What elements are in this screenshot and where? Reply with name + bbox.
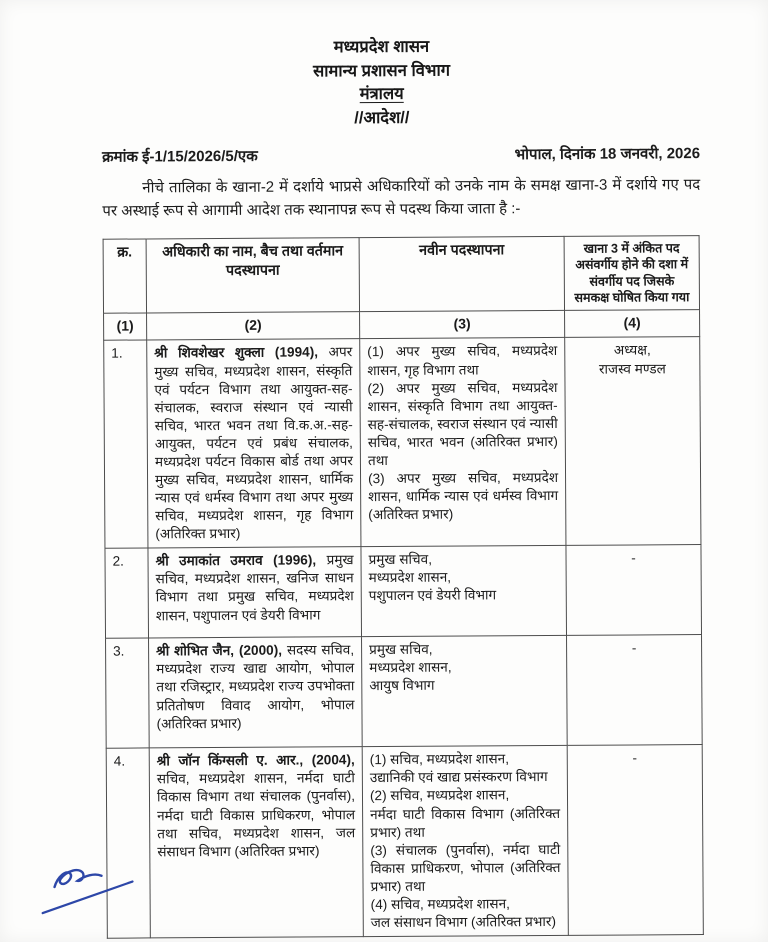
officer-current-posting: सचिव, मध्यप्रदेश शासन, नर्मदा घाटी विकास विभाग तथा संचालक (पुनर्वास), नर्मदा घाटी विकास प्राधिकरण, भोपाल तथा सचिव, मध्यप्रदेश शासन, जल संसाधन विभाग (अतिरिक्त प्रभार) [156,770,356,860]
posting-item: प्रमुख सचिव, [368,552,433,568]
equivalent-post-cell [567,745,703,936]
col-number-3: (3) [360,311,565,339]
posting-item: (1) अपर मुख्य सचिव, मध्यप्रदेश शासन, गृह विभाग तथा [367,343,558,378]
reference-number: क्रमांक ई-1/15/2026/5/एक [102,147,258,166]
serial-cell: 3. [106,638,150,748]
posting-item: पशुपालन एवं डेयरी विभाग [368,587,497,604]
posting-item: जल संसाधन विभाग (अतिरिक्त प्रभार) [370,913,557,931]
posting-item: (2) अपर मुख्य सचिव, मध्यप्रदेश शासन, संस्कृति विभाग तथा आयुक्त-सह-संचालक, स्वराज संस्थान एवं न्यासी सचिव, भारत भवन (अतिरिक्त प्रभार) तथा [367,379,558,469]
place-and-date: भोपाल, दिनांक 18 जनवरी, 2026 [514,145,701,164]
document-header [0,0,766,132]
new-posting-cell [362,636,568,747]
serial-cell: 4. [106,748,150,938]
col-header-serial: क्र. [103,239,146,314]
officer-current-posting: प्रमुख सचिव, मध्यप्रदेश शासन, खनिज साधन विभाग तथा प्रमुख सचिव, मध्यप्रदेश शासन, पशुपालन एवं डेयरी विभाग [155,552,354,623]
col-header-officer: अधिकारी का नाम, बैच तथा वर्तमान पदस्थापना [146,238,359,314]
equivalent-post-line: राजस्व मण्डल [598,360,666,377]
col-header-new-posting: नवीन पदस्थापना [359,236,564,312]
order-heading: //आदेश// [354,108,410,127]
equivalent-post-line: अध्यक्ष, [613,342,651,359]
posting-item: (1) सचिव, मध्यप्रदेश शासन, [369,751,510,768]
serial-cell: 2. [105,548,149,638]
new-posting-cell [360,338,566,547]
posting-item: (4) सचिव, मध्यप्रदेश शासन, [370,896,510,913]
posting-item: नर्मदा घाटी विकास विभाग (अतिरिक्त प्रभार) तथा [370,805,561,840]
officer-name: श्री शिवशेखर शुक्ला (1994), [154,344,319,361]
column-number-row [104,310,700,341]
department-name: सामान्य प्रशासन विभाग [312,61,451,80]
posting-item: आयुष विभाग [369,678,435,694]
officer-name: श्री उमाकांत उमराव (1996), [155,552,317,569]
posting-item: (2) सचिव, मध्यप्रदेश शासन, [369,787,510,804]
posting-item: मध्यप्रदेश शासन, [369,659,452,676]
officer-row-1 [104,337,701,548]
officer-current-posting: अपर मुख्य सचिव, मध्यप्रदेश शासन, संस्कृति एवं पर्यटन विभाग तथा आयुक्त-सह-संचालक, स्वराज संस्थान एवं न्यासी सचिव, भारत भवन तथा वि.क.अ.-सह-आयुक्त, पर्यटन एवं प्रबंध संचालक, मध्यप्रदेश पर्यटन विकास बोर्ड तथा अपर मुख्य सचिव, मध्यप्रदेश शासन, धार्मिक न्यास एवं धर्मस्व विभाग तथा अपर मुख्य सचिव, मध्यप्रदेश शासन, गृह विभाग (अतिरिक्त प्रभार) [154,344,354,542]
reference-row [102,143,700,167]
officer-row-2 [105,545,702,639]
posting-item: मध्यप्रदेश शासन, [368,569,452,586]
officer-name: श्री शोभित जैन, (2000), [156,642,283,659]
col-number-2: (2) [147,312,360,340]
equivalent-post-line: - [631,550,636,566]
officer-row-4 [106,745,703,938]
serial-cell: 1. [104,340,148,548]
table-header-row [103,236,699,314]
government-name: मध्यप्रदेश शासन [333,37,430,57]
posting-item: (3) संचालक (पुनर्वास), नर्मदा घाटी विकास प्राधिकरण, भोपाल (अतिरिक्त प्रभार) तथा [370,841,561,894]
officer-name: श्री जॉन किंग्सली ए. आर., (2004), [156,752,355,769]
new-posting-cell [361,546,567,637]
equivalent-post-cell [567,635,703,746]
officer-cell [147,339,361,548]
officer-cell [149,747,363,938]
posting-item: उद्यानिकी एवं खाद्य प्रसंस्करण विभाग [369,769,548,786]
equivalent-post-cell [566,545,702,636]
posting-item: प्रमुख सचिव, [369,642,433,658]
officer-row-3 [106,635,703,749]
equivalent-post-line: - [631,640,637,656]
officer-current-posting: सदस्य सचिव, मध्यप्रदेश राज्य खाद्य आयोग, भोपाल तथा रजिस्ट्रार, मध्यप्रदेश राज्य उपभोक्ता प्रतितोषण विवाद आयोग, भोपाल (अतिरिक्त प्रभार) [156,642,355,732]
col-number-4: (4) [565,310,700,338]
col-number-1: (1) [104,313,147,340]
transfer-order-table [103,235,704,939]
signature-ink-mark [24,844,154,925]
equivalent-post-cell [565,337,701,546]
col-header-equivalent-post: खाना 3 में अंकित पद असंवर्गीय होने की दशा में संवर्गीय पद जिसके समकक्ष घोषित किया गया [564,236,699,311]
ministry-name: मंत्रालय [359,84,404,104]
order-intro-text: नीचे तालिका के खाना-2 में दर्शाये भाप्रसे अधिकारियों को उनके नाम के समक्ष खाना-3 में दर्शाये गए पद पर अस्थाई रूप से आगामी आदेश तक स्थानापन्न रूप से पदस्थ किया जाता है :- [102,176,701,220]
equivalent-post-line: - [632,750,638,766]
officer-cell [148,547,362,638]
officer-cell [149,637,363,748]
posting-item: (3) अपर मुख्य सचिव, मध्यप्रदेश शासन, धार्मिक न्यास एवं धर्मस्व विभाग (अतिरिक्त प्रभार) [368,469,559,523]
new-posting-cell [362,746,568,937]
